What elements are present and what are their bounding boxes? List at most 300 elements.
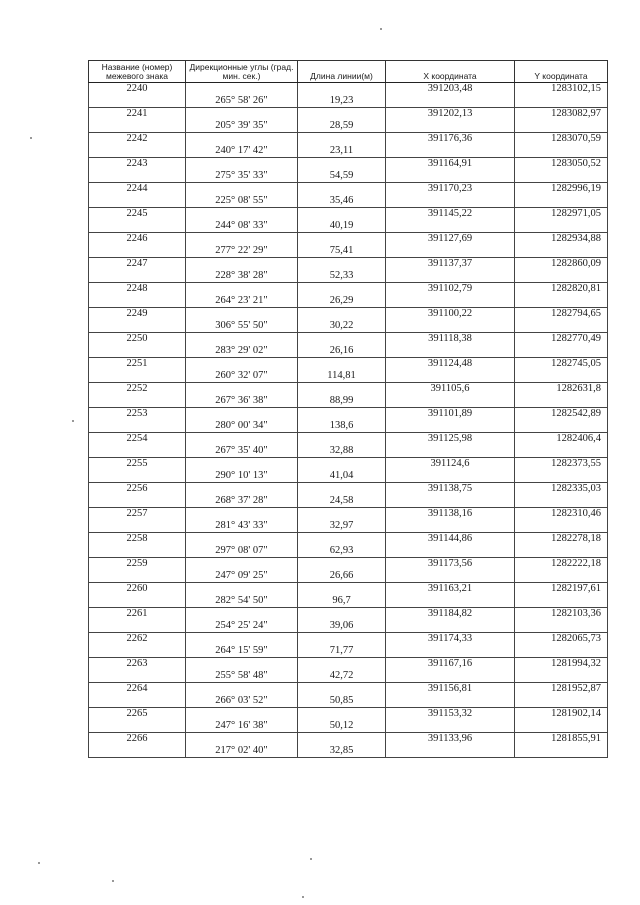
point-name: 2240 xyxy=(89,83,186,96)
empty-cell xyxy=(89,670,186,683)
line-length: 138,6 xyxy=(298,420,386,433)
point-row xyxy=(89,108,608,121)
scan-speck xyxy=(380,28,382,30)
x-coordinate: 391144,86 xyxy=(386,533,515,546)
y-coordinate: 1282770,49 xyxy=(515,333,608,346)
point-row xyxy=(89,308,608,321)
direction-angle: 281° 43' 33" xyxy=(186,520,298,533)
point-name: 2264 xyxy=(89,683,186,696)
empty-cell xyxy=(89,295,186,308)
empty-cell xyxy=(386,695,515,708)
y-coordinate: 1283102,15 xyxy=(515,83,608,96)
segment-row xyxy=(89,220,608,233)
y-coordinate: 1282278,18 xyxy=(515,533,608,546)
direction-angle: 255° 58' 48" xyxy=(186,670,298,683)
empty-cell xyxy=(386,595,515,608)
point-name: 2262 xyxy=(89,633,186,646)
empty-cell xyxy=(515,120,608,133)
direction-angle: 260° 32' 07" xyxy=(186,370,298,383)
scan-speck xyxy=(302,896,304,898)
empty-cell xyxy=(515,595,608,608)
direction-angle: 247° 16' 38" xyxy=(186,720,298,733)
point-row xyxy=(89,83,608,96)
empty-cell xyxy=(89,220,186,233)
empty-cell xyxy=(186,483,298,496)
scan-speck xyxy=(112,880,114,882)
direction-angle: 217° 02' 40" xyxy=(186,745,298,758)
y-coordinate: 1282631,8 xyxy=(515,383,608,396)
empty-cell xyxy=(386,245,515,258)
point-name: 2265 xyxy=(89,708,186,721)
point-row xyxy=(89,333,608,346)
point-row xyxy=(89,733,608,746)
empty-cell xyxy=(515,670,608,683)
point-name: 2259 xyxy=(89,558,186,571)
point-name: 2247 xyxy=(89,258,186,271)
empty-cell xyxy=(186,108,298,121)
y-coordinate: 1281952,87 xyxy=(515,683,608,696)
point-name: 2246 xyxy=(89,233,186,246)
segment-row xyxy=(89,470,608,483)
y-coordinate: 1282373,55 xyxy=(515,458,608,471)
table-header-row xyxy=(89,61,608,83)
point-row xyxy=(89,433,608,446)
y-coordinate: 1282197,61 xyxy=(515,583,608,596)
line-length: 30,22 xyxy=(298,320,386,333)
y-coordinate: 1282103,36 xyxy=(515,608,608,621)
x-coordinate: 391202,13 xyxy=(386,108,515,121)
scan-speck xyxy=(72,420,74,422)
coordinates-table xyxy=(88,60,608,758)
line-length: 28,59 xyxy=(298,120,386,133)
empty-cell xyxy=(89,520,186,533)
empty-cell xyxy=(515,745,608,758)
segment-row xyxy=(89,145,608,158)
segment-row xyxy=(89,495,608,508)
y-coordinate: 1282065,73 xyxy=(515,633,608,646)
empty-cell xyxy=(386,95,515,108)
empty-cell xyxy=(89,445,186,458)
empty-cell xyxy=(386,195,515,208)
empty-cell xyxy=(298,583,386,596)
empty-cell xyxy=(186,458,298,471)
x-coordinate: 391153,32 xyxy=(386,708,515,721)
direction-angle: 277° 22' 29" xyxy=(186,245,298,258)
point-name: 2256 xyxy=(89,483,186,496)
empty-cell xyxy=(186,208,298,221)
empty-cell xyxy=(298,458,386,471)
empty-cell xyxy=(515,245,608,258)
point-row xyxy=(89,233,608,246)
line-length: 54,59 xyxy=(298,170,386,183)
empty-cell xyxy=(515,345,608,358)
empty-cell xyxy=(186,533,298,546)
empty-cell xyxy=(298,408,386,421)
direction-angle: 297° 08' 07" xyxy=(186,545,298,558)
direction-angle: 290° 10' 13" xyxy=(186,470,298,483)
empty-cell xyxy=(89,270,186,283)
line-length: 19,23 xyxy=(298,95,386,108)
segment-row xyxy=(89,170,608,183)
y-coordinate: 1283082,97 xyxy=(515,108,608,121)
empty-cell xyxy=(89,720,186,733)
empty-cell xyxy=(515,620,608,633)
segment-row xyxy=(89,270,608,283)
empty-cell xyxy=(386,395,515,408)
line-length: 24,58 xyxy=(298,495,386,508)
point-name: 2261 xyxy=(89,608,186,621)
direction-angle: 268° 37' 28" xyxy=(186,495,298,508)
empty-cell xyxy=(515,470,608,483)
y-coordinate: 1282542,89 xyxy=(515,408,608,421)
point-row xyxy=(89,633,608,646)
x-coordinate: 391174,33 xyxy=(386,633,515,646)
point-name: 2254 xyxy=(89,433,186,446)
point-name: 2251 xyxy=(89,358,186,371)
empty-cell xyxy=(186,158,298,171)
x-coordinate: 391102,79 xyxy=(386,283,515,296)
empty-cell xyxy=(298,608,386,621)
point-name: 2248 xyxy=(89,283,186,296)
segment-row xyxy=(89,395,608,408)
empty-cell xyxy=(386,170,515,183)
segment-row xyxy=(89,620,608,633)
x-coordinate: 391100,22 xyxy=(386,308,515,321)
header-y: Y координата xyxy=(515,61,608,83)
empty-cell xyxy=(298,83,386,96)
empty-cell xyxy=(186,358,298,371)
line-length: 50,85 xyxy=(298,695,386,708)
empty-cell xyxy=(89,695,186,708)
empty-cell xyxy=(515,270,608,283)
y-coordinate: 1282406,4 xyxy=(515,433,608,446)
segment-row xyxy=(89,595,608,608)
empty-cell xyxy=(386,745,515,758)
empty-cell xyxy=(386,470,515,483)
point-row xyxy=(89,558,608,571)
empty-cell xyxy=(89,345,186,358)
direction-angle: 254° 25' 24" xyxy=(186,620,298,633)
y-coordinate: 1282934,88 xyxy=(515,233,608,246)
line-length: 23,11 xyxy=(298,145,386,158)
y-coordinate: 1282971,05 xyxy=(515,208,608,221)
empty-cell xyxy=(186,608,298,621)
empty-cell xyxy=(186,708,298,721)
empty-cell xyxy=(89,570,186,583)
x-coordinate: 391105,6 xyxy=(386,383,515,396)
empty-cell xyxy=(186,383,298,396)
empty-cell xyxy=(89,195,186,208)
line-length: 32,88 xyxy=(298,445,386,458)
line-length: 32,97 xyxy=(298,520,386,533)
empty-cell xyxy=(89,470,186,483)
empty-cell xyxy=(386,295,515,308)
scan-speck xyxy=(310,858,312,860)
empty-cell xyxy=(89,595,186,608)
x-coordinate: 391167,16 xyxy=(386,658,515,671)
empty-cell xyxy=(515,495,608,508)
empty-cell xyxy=(515,545,608,558)
point-name: 2266 xyxy=(89,733,186,746)
empty-cell xyxy=(515,395,608,408)
empty-cell xyxy=(515,570,608,583)
empty-cell xyxy=(386,495,515,508)
empty-cell xyxy=(386,345,515,358)
empty-cell xyxy=(515,195,608,208)
x-coordinate: 391176,36 xyxy=(386,133,515,146)
empty-cell xyxy=(386,670,515,683)
y-coordinate: 1281855,91 xyxy=(515,733,608,746)
point-row xyxy=(89,208,608,221)
segment-row xyxy=(89,520,608,533)
y-coordinate: 1282222,18 xyxy=(515,558,608,571)
empty-cell xyxy=(386,320,515,333)
empty-cell xyxy=(89,745,186,758)
point-row xyxy=(89,533,608,546)
segment-row xyxy=(89,345,608,358)
empty-cell xyxy=(298,633,386,646)
segment-row xyxy=(89,120,608,133)
empty-cell xyxy=(298,558,386,571)
x-coordinate: 391118,38 xyxy=(386,333,515,346)
direction-angle: 240° 17' 42" xyxy=(186,145,298,158)
header-length: Длина линии(м) xyxy=(298,61,386,83)
empty-cell xyxy=(186,633,298,646)
line-length: 35,46 xyxy=(298,195,386,208)
empty-cell xyxy=(89,245,186,258)
x-coordinate: 391173,56 xyxy=(386,558,515,571)
segment-row xyxy=(89,370,608,383)
point-name: 2257 xyxy=(89,508,186,521)
empty-cell xyxy=(515,645,608,658)
point-row xyxy=(89,183,608,196)
y-coordinate: 1283050,52 xyxy=(515,158,608,171)
y-coordinate: 1281994,32 xyxy=(515,658,608,671)
line-length: 26,16 xyxy=(298,345,386,358)
empty-cell xyxy=(386,120,515,133)
direction-angle: 247° 09' 25" xyxy=(186,570,298,583)
header-x: X координата xyxy=(386,61,515,83)
empty-cell xyxy=(298,733,386,746)
empty-cell xyxy=(298,383,386,396)
line-length: 75,41 xyxy=(298,245,386,258)
empty-cell xyxy=(298,183,386,196)
segment-row xyxy=(89,570,608,583)
x-coordinate: 391170,23 xyxy=(386,183,515,196)
segment-row xyxy=(89,445,608,458)
empty-cell xyxy=(515,95,608,108)
empty-cell xyxy=(298,683,386,696)
segment-row xyxy=(89,695,608,708)
x-coordinate: 391163,21 xyxy=(386,583,515,596)
direction-angle: 280° 00' 34" xyxy=(186,420,298,433)
x-coordinate: 391164,91 xyxy=(386,158,515,171)
point-row xyxy=(89,408,608,421)
x-coordinate: 391145,22 xyxy=(386,208,515,221)
empty-cell xyxy=(386,645,515,658)
point-name: 2243 xyxy=(89,158,186,171)
line-length: 50,12 xyxy=(298,720,386,733)
x-coordinate: 391156,81 xyxy=(386,683,515,696)
point-name: 2255 xyxy=(89,458,186,471)
y-coordinate: 1282794,65 xyxy=(515,308,608,321)
point-row xyxy=(89,133,608,146)
direction-angle: 205° 39' 35" xyxy=(186,120,298,133)
empty-cell xyxy=(386,370,515,383)
y-coordinate: 1282310,46 xyxy=(515,508,608,521)
empty-cell xyxy=(186,433,298,446)
empty-cell xyxy=(298,533,386,546)
point-row xyxy=(89,683,608,696)
point-row xyxy=(89,658,608,671)
point-name: 2249 xyxy=(89,308,186,321)
empty-cell xyxy=(515,445,608,458)
line-length: 40,19 xyxy=(298,220,386,233)
line-length: 114,81 xyxy=(298,370,386,383)
table-body xyxy=(89,83,608,758)
empty-cell xyxy=(89,120,186,133)
empty-cell xyxy=(89,620,186,633)
header-name: Название (номер) межевого знака xyxy=(89,61,186,83)
empty-cell xyxy=(186,658,298,671)
point-row xyxy=(89,158,608,171)
empty-cell xyxy=(386,520,515,533)
empty-cell xyxy=(298,483,386,496)
direction-angle: 283° 29' 02" xyxy=(186,345,298,358)
y-coordinate: 1282820,81 xyxy=(515,283,608,296)
empty-cell xyxy=(186,508,298,521)
x-coordinate: 391127,69 xyxy=(386,233,515,246)
empty-cell xyxy=(298,658,386,671)
x-coordinate: 391137,37 xyxy=(386,258,515,271)
empty-cell xyxy=(89,145,186,158)
segment-row xyxy=(89,320,608,333)
y-coordinate: 1283070,59 xyxy=(515,133,608,146)
line-length: 26,66 xyxy=(298,570,386,583)
segment-row xyxy=(89,670,608,683)
point-row xyxy=(89,383,608,396)
empty-cell xyxy=(515,295,608,308)
direction-angle: 228° 38' 28" xyxy=(186,270,298,283)
point-row xyxy=(89,483,608,496)
empty-cell xyxy=(515,320,608,333)
empty-cell xyxy=(386,270,515,283)
segment-row xyxy=(89,545,608,558)
line-length: 62,93 xyxy=(298,545,386,558)
point-name: 2258 xyxy=(89,533,186,546)
empty-cell xyxy=(515,170,608,183)
point-row xyxy=(89,583,608,596)
point-row xyxy=(89,458,608,471)
empty-cell xyxy=(89,370,186,383)
x-coordinate: 391138,16 xyxy=(386,508,515,521)
segment-row xyxy=(89,245,608,258)
header-angles: Дирекционные углы (град. мин. сек.) xyxy=(186,61,298,83)
point-name: 2260 xyxy=(89,583,186,596)
x-coordinate: 391125,98 xyxy=(386,433,515,446)
empty-cell xyxy=(89,320,186,333)
scan-speck xyxy=(38,862,40,864)
empty-cell xyxy=(89,645,186,658)
segment-row xyxy=(89,645,608,658)
direction-angle: 267° 36' 38" xyxy=(186,395,298,408)
empty-cell xyxy=(89,495,186,508)
x-coordinate: 391184,82 xyxy=(386,608,515,621)
empty-cell xyxy=(298,108,386,121)
direction-angle: 267° 35' 40" xyxy=(186,445,298,458)
empty-cell xyxy=(386,720,515,733)
direction-angle: 265° 58' 26" xyxy=(186,95,298,108)
direction-angle: 282° 54' 50" xyxy=(186,595,298,608)
y-coordinate: 1282996,19 xyxy=(515,183,608,196)
empty-cell xyxy=(386,420,515,433)
empty-cell xyxy=(186,83,298,96)
point-name: 2250 xyxy=(89,333,186,346)
x-coordinate: 391124,6 xyxy=(386,458,515,471)
y-coordinate: 1281902,14 xyxy=(515,708,608,721)
line-length: 42,72 xyxy=(298,670,386,683)
y-coordinate: 1282335,03 xyxy=(515,483,608,496)
point-name: 2263 xyxy=(89,658,186,671)
empty-cell xyxy=(298,133,386,146)
empty-cell xyxy=(298,283,386,296)
direction-angle: 306° 55' 50" xyxy=(186,320,298,333)
y-coordinate: 1282745,05 xyxy=(515,358,608,371)
empty-cell xyxy=(298,158,386,171)
point-row xyxy=(89,608,608,621)
empty-cell xyxy=(515,520,608,533)
empty-cell xyxy=(298,508,386,521)
empty-cell xyxy=(186,233,298,246)
empty-cell xyxy=(186,558,298,571)
segment-row xyxy=(89,195,608,208)
x-coordinate: 391101,89 xyxy=(386,408,515,421)
point-name: 2242 xyxy=(89,133,186,146)
empty-cell xyxy=(186,333,298,346)
empty-cell xyxy=(186,133,298,146)
point-name: 2245 xyxy=(89,208,186,221)
x-coordinate: 391138,75 xyxy=(386,483,515,496)
empty-cell xyxy=(515,720,608,733)
point-row xyxy=(89,708,608,721)
direction-angle: 266° 03' 52" xyxy=(186,695,298,708)
direction-angle: 264° 15' 59" xyxy=(186,645,298,658)
point-row xyxy=(89,283,608,296)
direction-angle: 225° 08' 55" xyxy=(186,195,298,208)
segment-row xyxy=(89,720,608,733)
empty-cell xyxy=(186,258,298,271)
empty-cell xyxy=(386,570,515,583)
x-coordinate: 391203,48 xyxy=(386,83,515,96)
empty-cell xyxy=(386,620,515,633)
empty-cell xyxy=(386,145,515,158)
empty-cell xyxy=(515,695,608,708)
direction-angle: 244° 08' 33" xyxy=(186,220,298,233)
point-name: 2253 xyxy=(89,408,186,421)
segment-row xyxy=(89,95,608,108)
empty-cell xyxy=(298,308,386,321)
empty-cell xyxy=(515,370,608,383)
empty-cell xyxy=(186,308,298,321)
segment-row xyxy=(89,745,608,758)
line-length: 41,04 xyxy=(298,470,386,483)
empty-cell xyxy=(515,145,608,158)
point-name: 2252 xyxy=(89,383,186,396)
point-name: 2244 xyxy=(89,183,186,196)
empty-cell xyxy=(298,358,386,371)
line-length: 88,99 xyxy=(298,395,386,408)
empty-cell xyxy=(298,333,386,346)
